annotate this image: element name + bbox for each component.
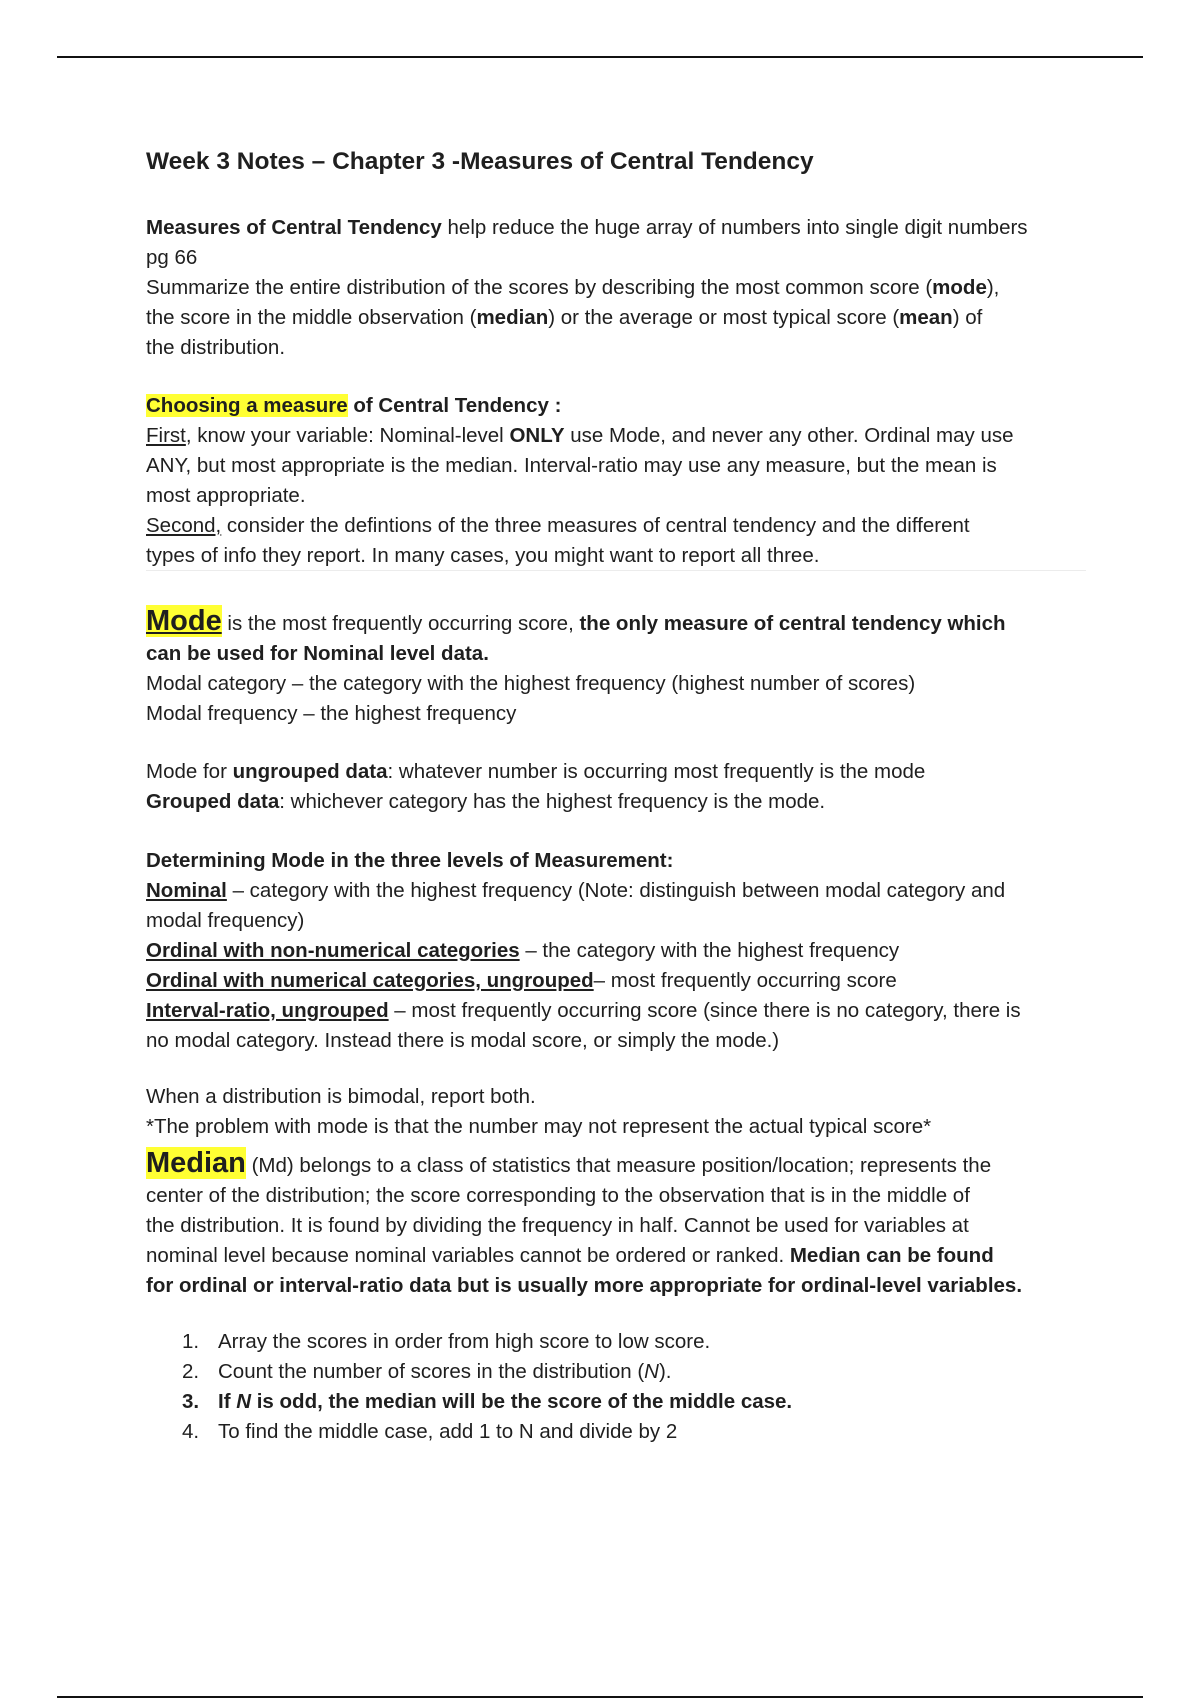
mode-data-section: Mode for ungrouped data: whatever number is occurring most frequently is the mode Grouped data: whichever category has the highest frequency is the mode. — [146, 760, 926, 813]
section-divider — [146, 570, 1086, 571]
median-steps — [146, 1327, 1096, 1447]
list-item: 2. Count the number of scores in the distribution (N). — [182, 1360, 672, 1383]
mode-heading: Mode — [146, 605, 222, 637]
page-title: Week 3 Notes – Chapter 3 -Measures of Central Tendency — [146, 148, 814, 175]
top-rule — [57, 56, 1143, 58]
bottom-rule — [57, 1696, 1143, 1698]
list-item: 1. Array the scores in order from high score to low score. — [182, 1330, 711, 1353]
determining-section: Determining Mode in the three levels of Measurement: Nominal – category with the highest frequency (Note: distinguish between modal category and modal frequency) Ordinal with non-numerical categories – the category with the highest frequency Ordinal with numerical categories, ungrouped– most frequently occurring score Interval-ratio, ungrouped – most frequently occurring score (since there is no category, there is no modal category. Instead there is modal score, or simply the mode.) — [146, 849, 1021, 1052]
median-heading: Median — [146, 1147, 246, 1179]
choosing-highlight: Choosing a measure — [146, 394, 348, 417]
choosing-section: Choosing a measure of Central Tendency : First, know your variable: Nominal-level ONLY use Mode, and never any other. Ordinal may use ANY, but most appropriate is the median. Interval-ratio may use any measure, but the mean is most appropriate. Second, consider the defintions of the three measures of central tendency and the different types of info they report. In many cases, you might want to report all three. — [146, 394, 1014, 567]
intro-section: Measures of Central Tendency help reduce the huge array of numbers into single digit numbers pg 66 Summarize the entire distribution of the scores by describing the most common score (mode), the score in the middle observation (median) or the average or most typical score (mean) of the distribution. — [146, 216, 1028, 359]
bimodal-section: When a distribution is bimodal, report both. *The problem with mode is that the number may not represent the actual typical score* — [146, 1085, 932, 1138]
list-item: 4. To find the middle case, add 1 to N and divide by 2 — [182, 1420, 678, 1443]
intro-term: Measures of Central Tendency — [146, 216, 442, 239]
median-section: Median (Md) belongs to a class of statistics that measure position/location; represents the center of the distribution; the score corresponding to the observation that is in the middle of the distribution. It is found by dividing the frequency in half. Cannot be used for variables at nominal level because nominal variables cannot be ordered or ranked. Median can be found for ordinal or interval-ratio data but is usually more appropriate for ordinal-level variables. — [146, 1147, 1023, 1297]
list-item: 3. If N is odd, the median will be the score of the middle case. — [182, 1390, 793, 1413]
mode-section: Mode is the most frequently occurring score, the only measure of central tendency which can be used for Nominal level data. Modal category – the category with the highest frequency (highest number of scores) Modal frequency – the highest frequency — [146, 605, 1006, 725]
determining-heading: Determining Mode in the three levels of Measurement: — [146, 849, 674, 872]
